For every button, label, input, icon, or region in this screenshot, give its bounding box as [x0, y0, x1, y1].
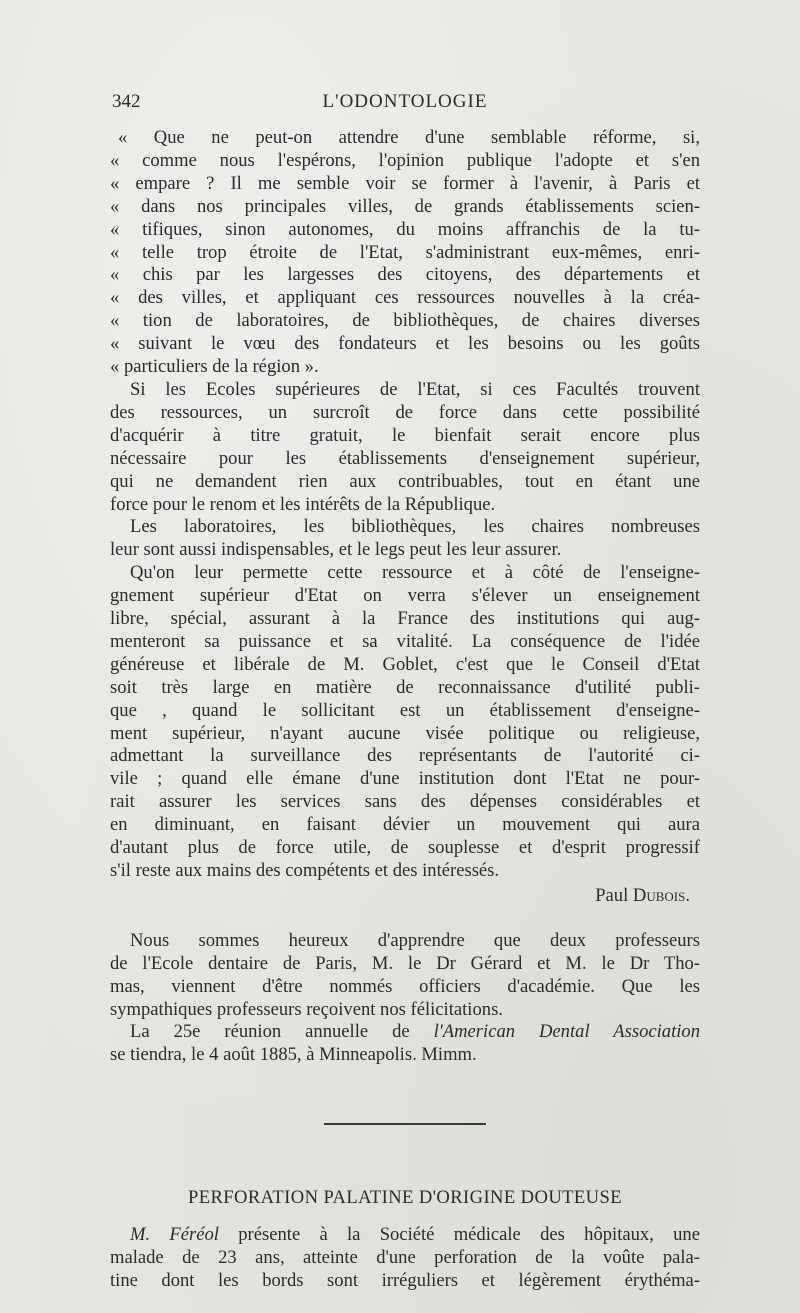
quote-block — [110, 127, 700, 379]
text-line: « tion de laboratoires, de bibliothèques, de chaires diverses — [110, 310, 700, 332]
text-line: tine dont les bords sont irréguliers et légèrement érythéma- — [110, 1269, 700, 1291]
text-line: en diminuant, en faisant dévier un mouvement qui aura — [110, 814, 700, 836]
signature-first-name: Paul — [595, 884, 629, 906]
line-rest: présente à la Société médicale des hôpitaux, une — [218, 1224, 700, 1246]
running-title: L'ODONTOLOGIE — [322, 91, 488, 112]
text-line: libre, spécial, assurant à la France des institutions qui aug- — [110, 608, 700, 630]
text-line: d'autant plus de force utile, de souplesse et d'esprit progressif — [110, 837, 700, 859]
text-line: mas, viennent d'être nommés officiers d'académie. Que les — [110, 975, 700, 997]
text-line: « telle trop étroite de l'Etat, s'administrant eux-mêmes, enri- — [110, 241, 700, 263]
text-line: sympathiques professeurs reçoivent nos félicitations. — [110, 998, 503, 1020]
text-line: leur sont aussi indispensables, et le legs peut les leur assurer. — [110, 539, 562, 561]
text-line: se tiendra, le 4 août 1885, à Minneapolis. Mimm. — [110, 1044, 477, 1066]
text-line: « suivant le vœu des fondateurs et les besoins ou les goûts — [110, 333, 700, 355]
text-line: Les laboratoires, les bibliothèques, les chaires nombreuses — [130, 516, 700, 538]
text-line: que , quand le sollicitant est un établissement d'enseigne- — [110, 699, 700, 721]
news-lead: La 25e réunion annuelle de — [130, 1021, 434, 1043]
text-line: des ressources, un surcroît de force dans cette possibilité — [110, 401, 700, 423]
news-paragraph — [110, 930, 700, 1022]
spacer — [110, 908, 700, 930]
text-line: gnement supérieur d'Etat on verra s'élever un enseignement — [110, 585, 700, 607]
text-line: admettant la surveillance des représentants de l'autorité ci- — [110, 745, 700, 767]
text-line — [110, 1021, 700, 1044]
text-line: soit très large en matière de reconnaissance d'utilité publi- — [110, 676, 700, 698]
text-line: malade de 23 ans, atteinte d'une perforation de la voûte pala- — [110, 1247, 700, 1269]
text-line: ment supérieur, n'ayant aucune visée politique ou religieuse, — [110, 722, 700, 744]
text-line: s'il reste aux mains des compétents et des intéressés. — [110, 860, 500, 881]
text-line: « comme nous l'espérons, l'opinion publique l'adopte et s'en — [110, 149, 700, 171]
text-line: qui ne demandent rien aux contribuables, tout en étant une — [110, 470, 700, 492]
paragraph — [110, 516, 700, 562]
association-name: l'American Dental Association — [433, 1021, 701, 1043]
author-name: M. Féréol — [130, 1224, 219, 1246]
section-title: PERFORATION PALATINE D'ORIGINE DOUTEUSE — [187, 1187, 623, 1209]
text-line: d'acquérir à titre gratuit, le bienfait serait encore plus — [110, 424, 700, 446]
article-body — [110, 127, 700, 1293]
text-line: rait assurer les services sans des dépenses considérables et — [110, 791, 700, 813]
text-line: Si les Ecoles supérieures de l'Etat, si ces Facultés trouvent — [130, 378, 700, 400]
text-line: vile ; quand elle émane d'une institution dont l'Etat ne pour- — [110, 768, 700, 790]
text-line: généreuse et libérale de M. Goblet, c'est que le Conseil d'Etat — [110, 653, 700, 675]
text-line: « des villes, et appliquant ces ressources nouvelles à la créa- — [110, 287, 700, 309]
text-line: « tifiques, sinon autonomes, du moins affranchis de la tu- — [110, 218, 700, 240]
paragraph — [110, 562, 700, 883]
page-header — [112, 91, 698, 117]
text-line: « particuliers de la région ». — [110, 356, 319, 378]
paragraph — [110, 379, 700, 516]
text-line — [110, 1224, 700, 1247]
author-signature — [110, 885, 700, 908]
section-paragraph — [110, 1224, 700, 1293]
text-line: « empare ? Il me semble voir se former à l'avenir, à Paris et — [110, 172, 700, 194]
text-line: Qu'on leur permette cette ressource et à côté de l'enseigne- — [130, 562, 700, 584]
text-line: « chis par les largesses des citoyens, des départements et — [110, 264, 700, 286]
text-line: nécessaire pour les établissements d'enseignement supérieur, — [110, 447, 700, 469]
news-paragraph — [110, 1021, 700, 1067]
text-line: « Que ne peut-on attendre d'une semblable réforme, si, — [118, 127, 700, 148]
text-line: de l'Ecole dentaire de Paris, M. le Dr Gérard et M. le Dr Tho- — [110, 952, 700, 974]
page-number: 342 — [112, 91, 141, 112]
text-line: menteront sa puissance et sa vitalité. La conséquence de l'idée — [110, 630, 700, 652]
text-line: force pour le renom et les intérêts de la République. — [110, 493, 496, 515]
signature-last-name: Dubois. — [632, 884, 690, 906]
text-line: Nous sommes heureux d'apprendre que deux professeurs — [130, 929, 700, 951]
section-divider — [324, 1123, 486, 1125]
text-line: « dans nos principales villes, de grands établissements scien- — [110, 195, 700, 217]
